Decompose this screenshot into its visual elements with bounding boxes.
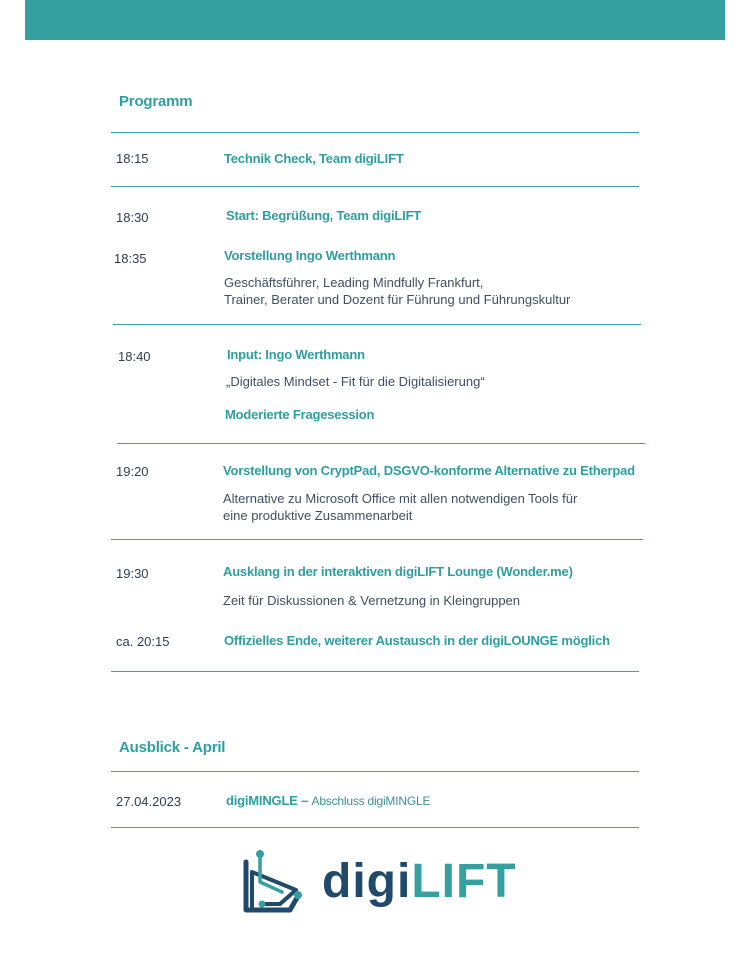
agenda-title: Technik Check, Team digiLIFT xyxy=(224,151,404,166)
ausblick-heading: Ausblick - April xyxy=(119,739,226,756)
divider xyxy=(111,771,639,772)
divider xyxy=(111,539,643,540)
description-line: Trainer, Berater und Dozent für Führung und Führungskultur xyxy=(224,292,571,307)
agenda-title: Vorstellung Ingo Werthmann xyxy=(224,248,396,263)
ausblick-title: digiMINGLE – xyxy=(226,793,309,808)
top-banner xyxy=(25,0,725,40)
time-label: 18:30 xyxy=(116,210,149,225)
description-line: „Digitales Mindset - Fit für die Digitalisierung“ xyxy=(226,374,485,389)
digilift-logo xyxy=(240,848,515,918)
time-label: 19:20 xyxy=(116,464,149,479)
time-label: 18:35 xyxy=(114,251,147,266)
description-line: Alternative zu Microsoft Office mit allen notwendigen Tools für xyxy=(223,491,578,506)
agenda-title: Offizielles Ende, weiterer Austausch in der digiLOUNGE möglich xyxy=(224,633,610,648)
ausblick-subtitle: Abschluss digiMINGLE xyxy=(311,794,431,808)
divider xyxy=(111,671,639,672)
logo-wordmark xyxy=(322,854,517,909)
time-label: ca. 20:15 xyxy=(116,634,170,649)
agenda-subtitle: Moderierte Fragesession xyxy=(225,407,375,422)
description-line: eine produktive Zusammenarbeit xyxy=(223,508,413,523)
divider xyxy=(111,186,639,187)
divider xyxy=(111,132,639,133)
agenda-description xyxy=(226,373,485,390)
logo-mark-icon xyxy=(240,848,304,918)
time-label: 18:40 xyxy=(118,349,151,364)
agenda-description xyxy=(224,274,570,308)
agenda-description xyxy=(223,592,520,609)
time-label: 19:30 xyxy=(116,566,149,581)
time-label: 18:15 xyxy=(116,151,149,166)
programm-heading: Programm xyxy=(119,93,193,110)
divider xyxy=(111,827,639,828)
divider xyxy=(117,443,645,444)
logo-text-lift: LIFT xyxy=(411,855,517,908)
agenda-title: Ausklang in der interaktiven digiLIFT Lounge (Wonder.me) xyxy=(223,564,573,579)
agenda-title: Input: Ingo Werthmann xyxy=(227,347,365,362)
agenda-title: Vorstellung von CryptPad, DSGVO-konforme Alternative zu Etherpad xyxy=(223,463,635,478)
description-line: Geschäftsführer, Leading Mindfully Frankfurt, xyxy=(224,275,484,290)
description-line: Zeit für Diskussionen & Vernetzung in Kleingruppen xyxy=(223,593,521,608)
ausblick-date: 27.04.2023 xyxy=(116,794,182,809)
ausblick-entry xyxy=(226,793,430,808)
agenda-title: Start: Begrüßung, Team digiLIFT xyxy=(226,208,422,223)
divider xyxy=(113,324,641,325)
logo-text-digi: digi xyxy=(322,855,412,908)
agenda-description xyxy=(223,490,577,524)
